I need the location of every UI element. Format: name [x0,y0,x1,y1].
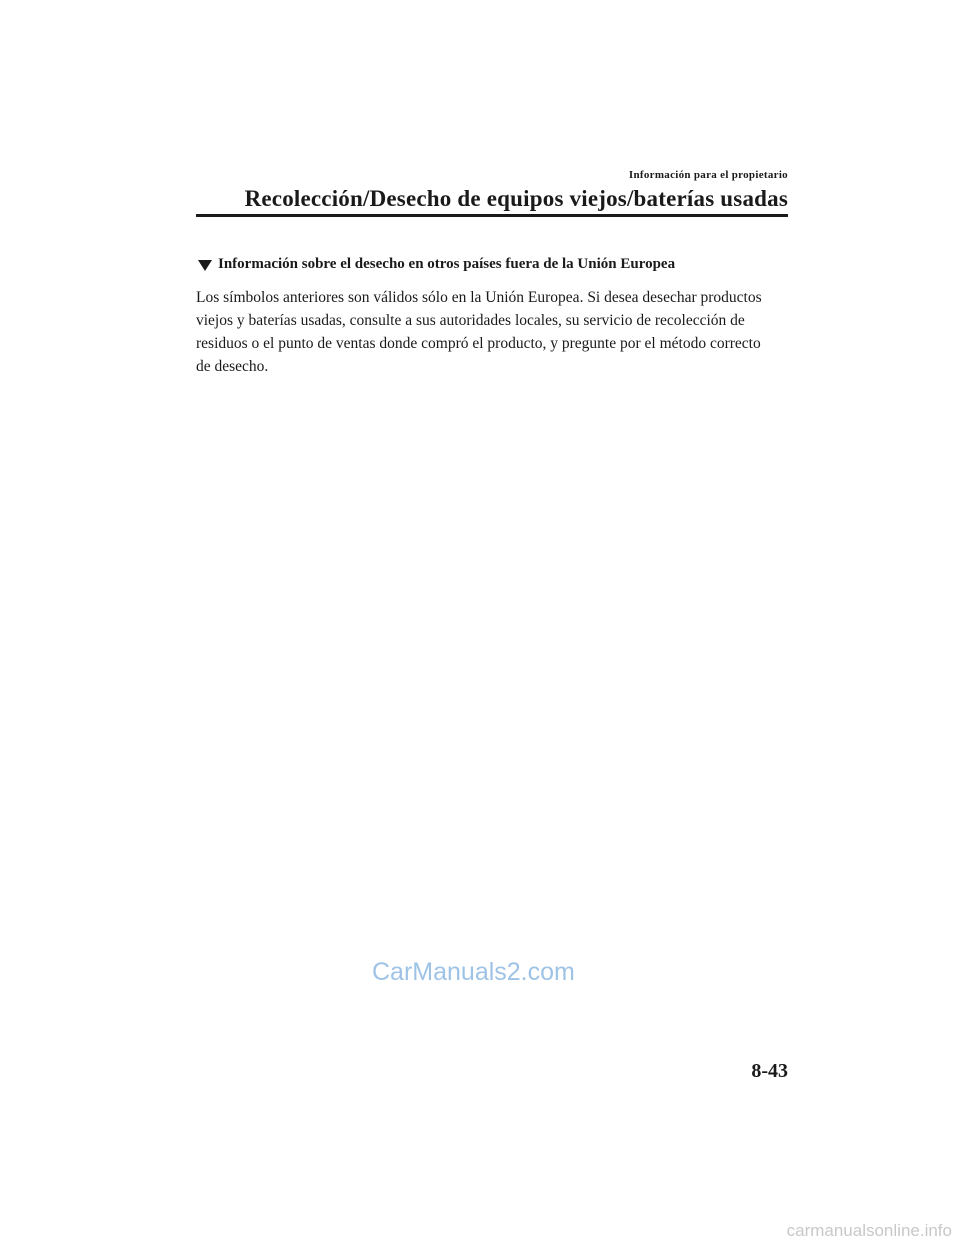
paragraph-line: viejos y baterías usadas, consulte a sus autoridades locales, su servicio de recolección de [196,312,745,329]
footer-watermark: carmanualsonline.info [786,1221,952,1240]
triangle-down-icon [198,260,212,271]
watermark-logo: CarManuals2.com [372,958,575,986]
paragraph-line: residuos o el punto de ventas donde compró el producto, y pregunte por el método correcto [196,335,761,352]
subheading-text: Información sobre el desecho en otros países fuera de la Unión Europea [218,256,676,272]
page-number: 8-43 [751,1060,788,1082]
paragraph-line: Los símbolos anteriores son válidos sólo en la Unión Europea. Si desea desechar productos [196,289,762,306]
page-title: Recolección/Desecho de equipos viejos/baterías usadas [244,186,788,211]
header-divider [196,214,788,217]
subheading [198,254,798,274]
body-paragraph [196,286,784,378]
section-label: Información para el propietario [628,169,788,181]
page-header [196,168,788,214]
paragraph-line: de desecho. [196,358,269,375]
